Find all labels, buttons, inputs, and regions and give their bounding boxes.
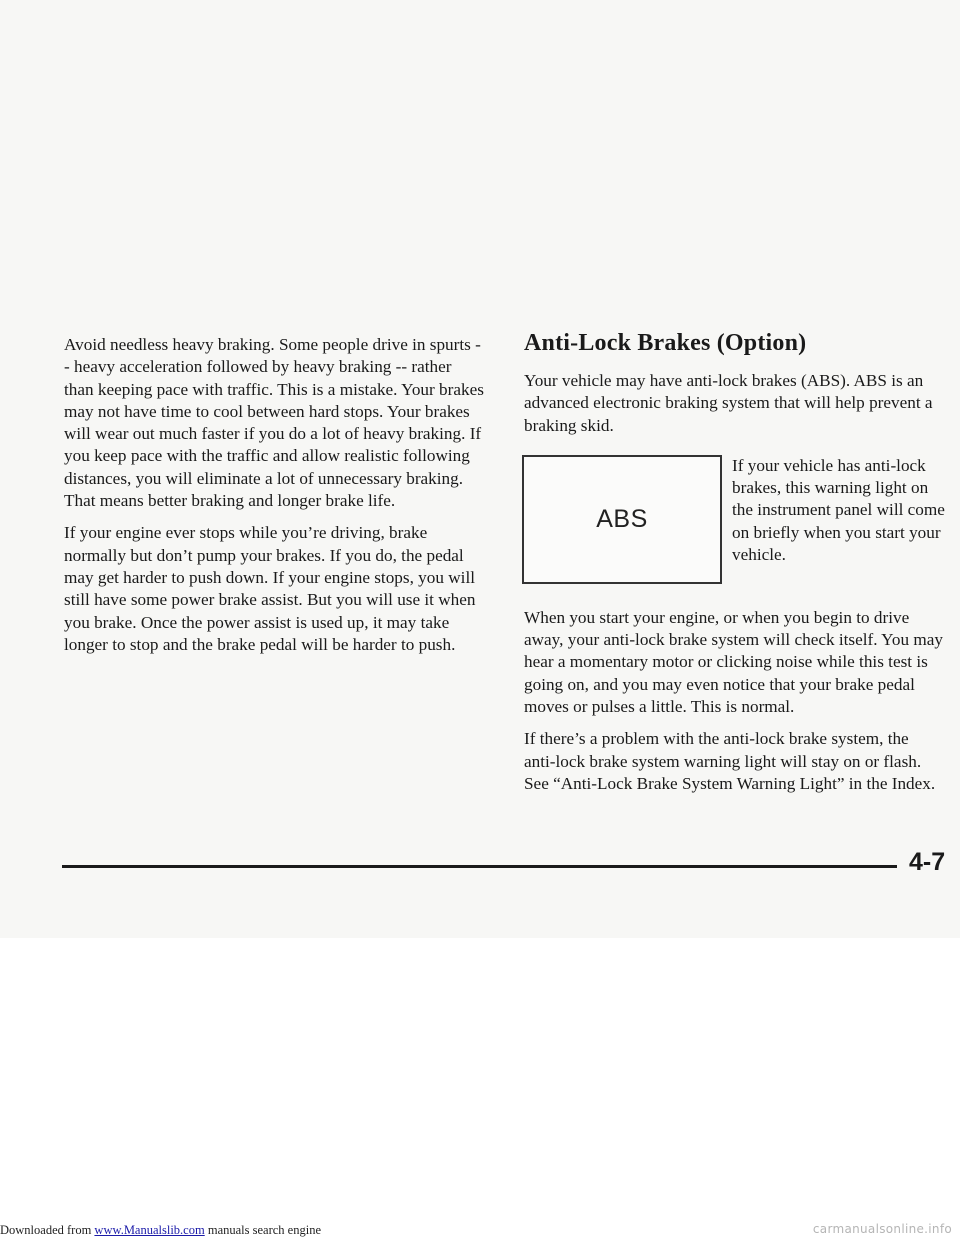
paragraph-abs-intro: Your vehicle may have anti-lock brakes (ABS). ABS is an advanced electronic braking system that will help prevent a braking skid. [524, 371, 933, 435]
footer-prefix: Downloaded from [0, 1223, 95, 1237]
paragraph-engine-stops: If your engine ever stops while you’re driving, brake normally but don’t pump your brakes. If you do, the pedal may get harder to push down. If your engine stops, you will still have some power brake assist. But you will use it when you brake. Once the power assist is used up, it may take longer to stop and the brake pedal will be harder to push. [64, 523, 476, 654]
left-column [64, 334, 484, 666]
paragraph-abs-problem: If there’s a problem with the anti-lock brake system, the anti-lock brake system warning light will stay on or flash. See “Anti-Lock Brake System Warning Light” in the Index. [524, 729, 936, 793]
abs-label: ABS [596, 504, 648, 533]
download-footer [0, 1223, 321, 1238]
footer-rule [62, 865, 897, 868]
paragraph-heavy-braking: Avoid needless heavy braking. Some people drive in spurts -- heavy acceleration followed by heavy braking -- rather than keeping pace with traffic. This is a mistake. Your brakes may not have time to cool between hard stops. Your brakes will wear out much faster if you do a lot of heavy braking. If you keep pace with the traffic and allow realistic following distances, you will eliminate a lot of unnecessary braking. That means better braking and longer brake life. [64, 335, 484, 511]
page-number: 4-7 [909, 848, 946, 876]
abs-warning-figure [524, 455, 944, 595]
abs-caption: If your vehicle has anti-lock brakes, this warning light on the instrument panel will come on briefly when you start your vehicle. [732, 455, 945, 565]
watermark: carmanualsonline.info [812, 1222, 952, 1236]
right-column [524, 328, 944, 805]
manualslib-link[interactable]: www.Manualslib.com [94, 1223, 205, 1237]
abs-caption-block [732, 455, 947, 566]
paragraph-self-check: When you start your engine, or when you begin to drive away, your anti-lock brake system will check itself. You may hear a momentary motor or clicking noise while this test is going on, and you may even notice that your brake pedal moves or pulses a little. This is normal. [524, 607, 943, 717]
section-heading: Anti-Lock Brakes (Option) [524, 330, 807, 356]
abs-warning-light-icon [522, 455, 722, 584]
footer-suffix: manuals search engine [204, 1223, 321, 1237]
